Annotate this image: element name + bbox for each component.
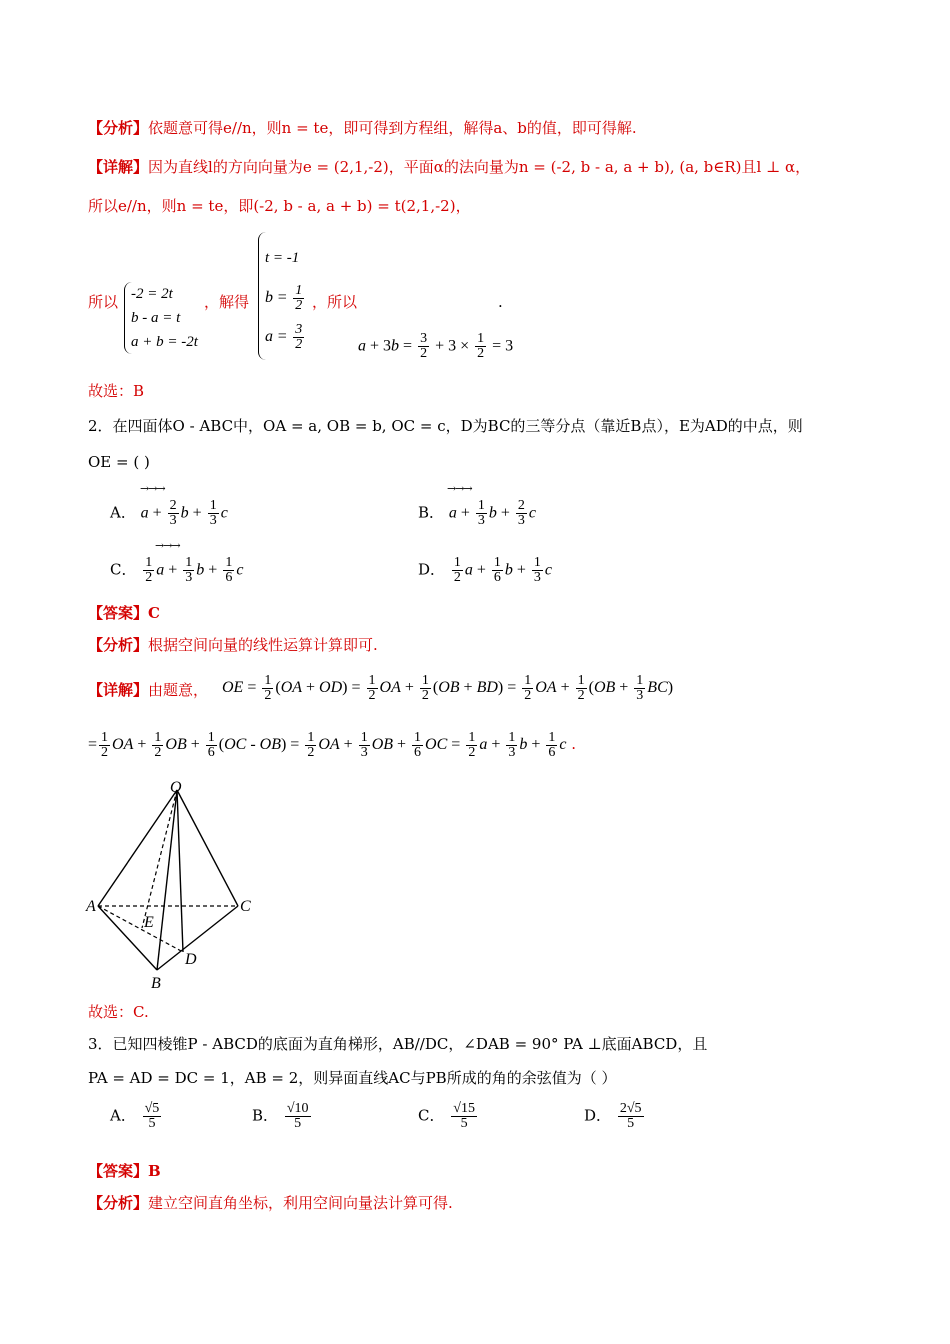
- vector-arrows-icon: →→→: [155, 539, 180, 552]
- q3-option-c[interactable]: [418, 1102, 479, 1131]
- q3-option-a[interactable]: [110, 1102, 163, 1131]
- detail-tag: 【详解】: [88, 681, 149, 699]
- q2-option-c[interactable]: C． $\frac{1}{2}$ a + $\frac{1}{3}$ b + $\frac{1}{6}$ c: [110, 555, 244, 585]
- q2-option-d[interactable]: D． $\frac{1}{2}$ a + $\frac{1}{6}$ b + $\frac{1}{3}$ c: [418, 555, 552, 585]
- option-label: B．: [418, 503, 445, 522]
- equation-system: [120, 282, 198, 354]
- analysis-text: 根据空间向量的线性运算计算即可.: [148, 636, 378, 654]
- q1-so-label: [88, 292, 118, 312]
- option-label: A．: [110, 1106, 136, 1125]
- q1-solve-label: [204, 292, 249, 312]
- edge-OA: [98, 790, 177, 906]
- q1-detail-line1: [88, 157, 810, 177]
- q3-option-d[interactable]: [584, 1102, 646, 1131]
- option-label: D．: [418, 560, 446, 579]
- analysis-tag: 【分析】: [88, 636, 149, 654]
- answer-tag: 【答案】B: [88, 1162, 161, 1180]
- system-brace: [124, 282, 198, 354]
- so2-label: ，所以: [312, 293, 358, 311]
- answer-tag: 【答案】C: [88, 604, 160, 622]
- option-den: 5: [148, 1116, 156, 1131]
- q1-analysis: [88, 118, 637, 138]
- analysis-tag: 【分析】: [88, 1194, 149, 1212]
- option-label: D．: [584, 1106, 612, 1125]
- q1-choice: 故选：B: [88, 382, 145, 400]
- edge-BC: [157, 906, 238, 970]
- analysis-text: 依题意可得e//n，则n = te，即可得到方程组，解得a、b的值，即可得解.: [148, 119, 637, 137]
- solution-system: [254, 232, 306, 360]
- q2-analysis: [88, 635, 378, 655]
- label-D: D: [185, 951, 197, 968]
- option-num: √10: [286, 1101, 309, 1116]
- q2-stem-2: OE = ( ): [88, 453, 150, 471]
- option-label: C．: [418, 1106, 445, 1125]
- q2-option-b[interactable]: B． a + $\frac{1}{3}$ b + $\frac{2}{3}$ c: [418, 498, 536, 528]
- label-A: A: [86, 898, 96, 915]
- vector-arrows-icon: →→→: [140, 482, 165, 495]
- label-E: E: [144, 914, 154, 931]
- sol-a: a = $\frac{3}{2}$: [265, 322, 303, 352]
- q1-detail-line2: [88, 196, 471, 216]
- q2-eq2: = $\frac{1}{2}$ OA + $\frac{1}{2}$ OB + $\frac{1}{6}$ (OC - OB) = $\frac{1}{2}$ OA + $\frac{1}{3}$ OB + $\frac{1}{6}$ OC = $\frac{1}{2}$ a + $\frac{1}{3}$ b + $\frac{1}{6}$ c .: [88, 729, 577, 760]
- solution-brace: [258, 232, 306, 360]
- q2-answer: [88, 603, 160, 623]
- system-eq-3: a + b = -2t: [131, 334, 198, 350]
- q3-stem-2: PA = AD = DC = 1，AB = 2，则异面直线AC与PB所成的角的余弦值为（ ）: [88, 1069, 617, 1087]
- option-den: 5: [627, 1116, 635, 1131]
- detail-lead: 由题意，: [148, 681, 209, 699]
- q2-option-a[interactable]: A． a + $\frac{2}{3}$ b + $\frac{1}{3}$ c: [110, 498, 228, 528]
- analysis-text: 建立空间直角坐标，利用空间向量法计算可得.: [148, 1194, 453, 1212]
- option-num: √5: [144, 1101, 160, 1116]
- sol-b: b = $\frac{1}{2}$: [265, 283, 303, 313]
- q2-stem-1: 2．在四面体O - ABC中，OA = a, OB = b, OC = c，D为BC的三等分点（靠近B点），E为AD的中点，则: [88, 417, 803, 435]
- q3-answer: [88, 1161, 161, 1181]
- detail-text-2: 所以e//n，则n = te，即(-2, b - a, a + b) = t(2,1,-2)，: [88, 197, 471, 215]
- period: .: [498, 293, 503, 311]
- q2-detail-lead: [88, 680, 208, 700]
- vector-arrows-icon: →→→: [447, 482, 472, 495]
- option-den: 5: [294, 1116, 302, 1131]
- option-num: 2√5: [619, 1101, 642, 1116]
- q1-so2: [312, 292, 357, 312]
- tetrahedron-figure: [84, 774, 264, 996]
- segment-OE-hidden: [142, 790, 177, 928]
- q3-analysis: [88, 1193, 453, 1213]
- system-eq-1: -2 = 2t: [131, 286, 173, 302]
- option-label: B．: [252, 1106, 279, 1125]
- analysis-tag: 【分析】: [88, 119, 149, 137]
- option-label: A．: [110, 503, 136, 522]
- edge-OD: [177, 790, 183, 952]
- final-result: a + 3b = $\frac{3}{2}$ + 3 × $\frac{1}{2}$ = 3: [358, 331, 514, 361]
- detail-text: 因为直线l的方向向量为e = (2,1,-2)，平面α的法向量为n = (-2, b - a, a + b), (a, b∈R)且l ⊥ α，: [148, 158, 811, 176]
- system-eq-2: b - a = t: [131, 310, 181, 326]
- q2-eq1: OE = $\frac{1}{2}$ (OA + OD) = $\frac{1}{2}$ OA + $\frac{1}{2}$ (OB + BD) = $\frac{1}{2}$ OA + $\frac{1}{2}$ (OB + $\frac{1}{3}$ BC): [222, 672, 674, 703]
- label-B: B: [151, 975, 161, 992]
- option-num: √15: [453, 1101, 475, 1116]
- option-label: C．: [110, 560, 137, 579]
- q2-choice: 故选：C.: [88, 1003, 149, 1021]
- detail-tag: 【详解】: [88, 158, 149, 176]
- so-label: 所以: [88, 293, 119, 311]
- q3-stem-1: 3．已知四棱锥P - ABCD的底面为直角梯形，AB//DC，∠DAB = 90° PA ⊥底面ABCD，且: [88, 1035, 708, 1053]
- label-O: O: [170, 779, 182, 796]
- segment-AD-hidden: [98, 906, 183, 952]
- option-den: 5: [460, 1116, 468, 1131]
- edge-OC: [177, 790, 238, 906]
- label-C: C: [240, 898, 251, 915]
- q3-option-b[interactable]: [252, 1102, 313, 1131]
- sol-t: t = -1: [265, 250, 300, 266]
- solve-label: ，解得: [204, 293, 250, 311]
